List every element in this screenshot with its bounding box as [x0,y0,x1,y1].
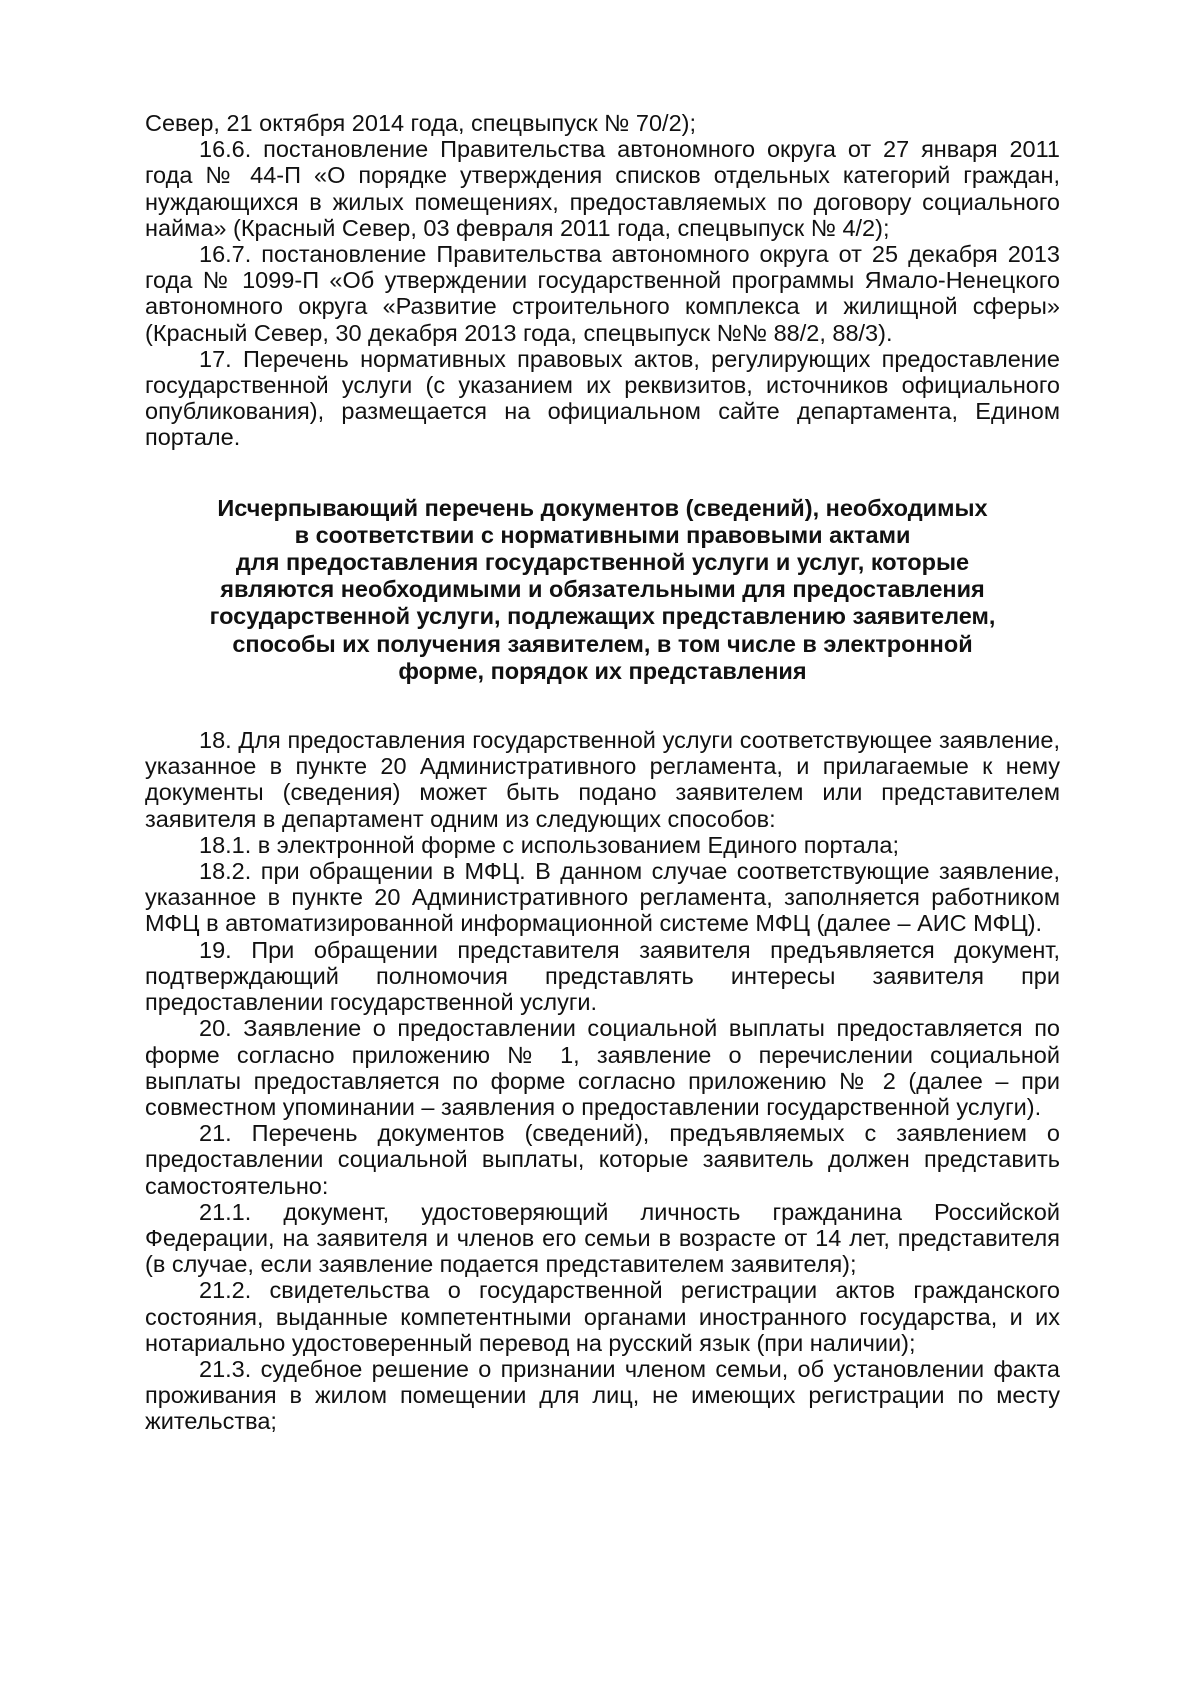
heading-line: для предоставления государственной услуги и услуг, которые [235,549,970,576]
paragraph-20: 20. Заявление о предоставлении социальной выплаты предоставляется по форме согласно приложению № 1, заявление о перечислении социальной выплаты предоставляется по форме согласно приложению № 2 (далее – при совместном упоминании – заявления о предоставлении государственной услуги). [145,1015,1060,1120]
paragraph-16-6: 16.6. постановление Правительства автономного округа от 27 января 2011 года № 44-П «О порядке утверждения списков отдельных категорий граждан, нуждающихся в жилых помещениях, предоставляемых по договору социального найма» (Красный Север, 03 февраля 2011 года, спецвыпуск № 4/2); [145,136,1060,241]
heading-line: Исчерпывающий перечень документов (сведений), необходимых [217,494,988,521]
paragraph-continuation: Север, 21 октября 2014 года, спецвыпуск № 70/2); [145,110,696,136]
paragraph-19: 19. При обращении представителя заявителя предъявляется документ, подтверждающий полномочия представлять интересы заявителя при предоставлении государственной услуги. [145,936,1060,1016]
paragraph-21: 21. Перечень документов (сведений), предъявляемых с заявлением о предоставлении социальной выплаты, которые заявитель должен представить самостоятельно: [145,1120,1060,1199]
paragraph-21-2: 21.2. свидетельства о государственной регистрации актов гражданского состояния, выданные компетентными органами иностранного государства, и их нотариально удостоверенный перевод на русский язык (при наличии); [145,1277,1060,1356]
document-page [145,110,1060,1435]
paragraph-18-2: 18.2. при обращении в МФЦ. В данном случае соответствующие заявление, указанное в пункте 20 Административного регламента, заполняется работником МФЦ в автоматизированной информационной системе МФЦ (далее – АИС МФЦ). [145,858,1060,937]
heading-line: способы их получения заявителем, в том числе в электронной [232,630,973,657]
section-heading [145,495,1060,685]
heading-line: форме, порядок их представления [398,657,807,684]
heading-line: государственной услуги, подлежащих представлению заявителем, [209,603,996,630]
paragraph-21-1: 21.1. документ, удостоверяющий личность гражданина Российской Федерации, на заявителя и членов его семьи в возрасте от 14 лет, представителя (в случае, если заявление подается представителем заявителя); [145,1198,1060,1278]
heading-line: являются необходимыми и обязательными для предоставления [220,576,985,603]
paragraph-18-1: 18.1. в электронной форме с использованием Единого портала; [199,831,899,858]
paragraph-17: 17. Перечень нормативных правовых актов, регулирующих предоставление государственной услуги (с указанием их реквизитов, источников официального опубликования), размещается на официальном сайте департамента, Едином портале. [145,345,1060,451]
paragraph-16-7: 16.7. постановление Правительства автономного округа от 25 декабря 2013 года № 1099-П «Об утверждении государственной программы Ямало-Ненецкого автономного округа «Развитие строительного комплекса и жилищной сферы» (Красный Север, 30 декабря 2013 года, спецвыпуск №№ 88/2, 88/3). [145,241,1060,346]
paragraph-18: 18. Для предоставления государственной услуги соответствующее заявление, указанное в пункте 20 Административного регламента, и прилагаемые к нему документы (сведения) может быть подано заявителем или представителем заявителя в департамент одним из следующих способов: [145,727,1060,832]
paragraph-21-3: 21.3. судебное решение о признании членом семьи, об установлении факта проживания в жилом помещении для лиц, не имеющих регистрации по месту жительства; [145,1355,1060,1435]
heading-line: в соответствии с нормативными правовыми актами [294,521,911,548]
